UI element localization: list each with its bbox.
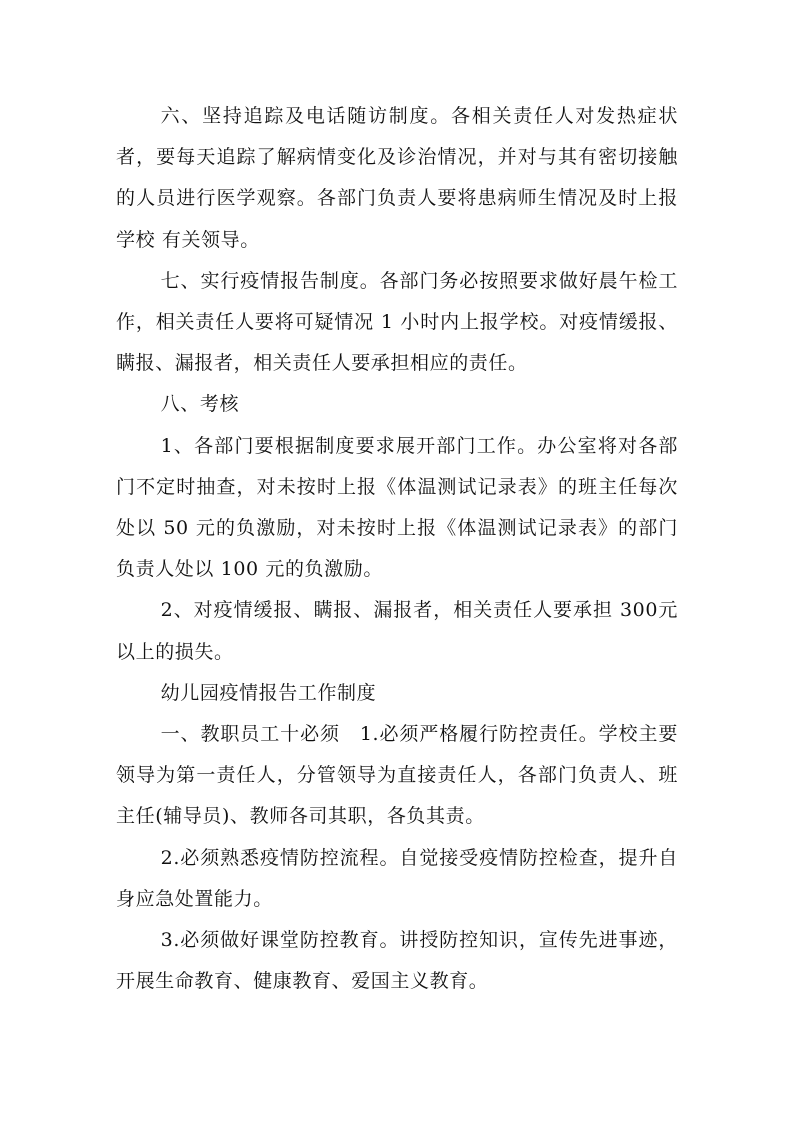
section-title: 幼儿园疫情报告工作制度 — [160, 681, 377, 704]
heading-assessment: 八、考核 — [160, 393, 240, 416]
paragraph-tracking-followup: 六、坚持追踪及电话随访制度。各相关责任人对发热症状者，要每天追踪了解病情变化及诊治情况，并对与其有密切接触的人员进行医学观察。各部门负责人要将患病师生情况及时上报学校 有关领导。 — [116, 105, 678, 251]
paragraph-staff-duty-2: 2.必须熟悉疫情防控流程。自觉接受疫情防控检查，提升自身应急处置能力。 — [116, 846, 678, 910]
paragraph-assessment-2: 2、对疫情缓报、瞒报、漏报者，相关责任人要承担 300元以上的损失。 — [116, 599, 678, 663]
paragraph-epidemic-reporting: 七、实行疫情报告制度。各部门务必按照要求做好晨午检工作，相关责任人要将可疑情况 1 小时内上报学校。对疫情缓报、瞒报、漏报者，相关责任人要承担相应的责任。 — [116, 269, 678, 375]
paragraph-staff-duty-3: 3.必须做好课堂防控教育。讲授防控知识，宣传先进事迹，开展生命教育、健康教育、爱国主义教育。 — [116, 929, 678, 993]
document-body — [116, 96, 678, 1002]
paragraph-staff-duty-1: 一、教职员工十必须 1.必须严格履行防控责任。学校主要领导为第一责任人，分管领导为直接责任人，各部门负责人、班主任(辅导员)、教师各司其职，各负其责。 — [116, 723, 678, 828]
paragraph-assessment-1: 1、各部门要根据制度要求展开部门工作。办公室将对各部门不定时抽查，对未按时上报《体温测试记录表》的班主任每次处以 50 元的负激励，对未按时上报《体温测试记录表》的部门负责人处以 100 元的负激励。 — [116, 434, 678, 581]
